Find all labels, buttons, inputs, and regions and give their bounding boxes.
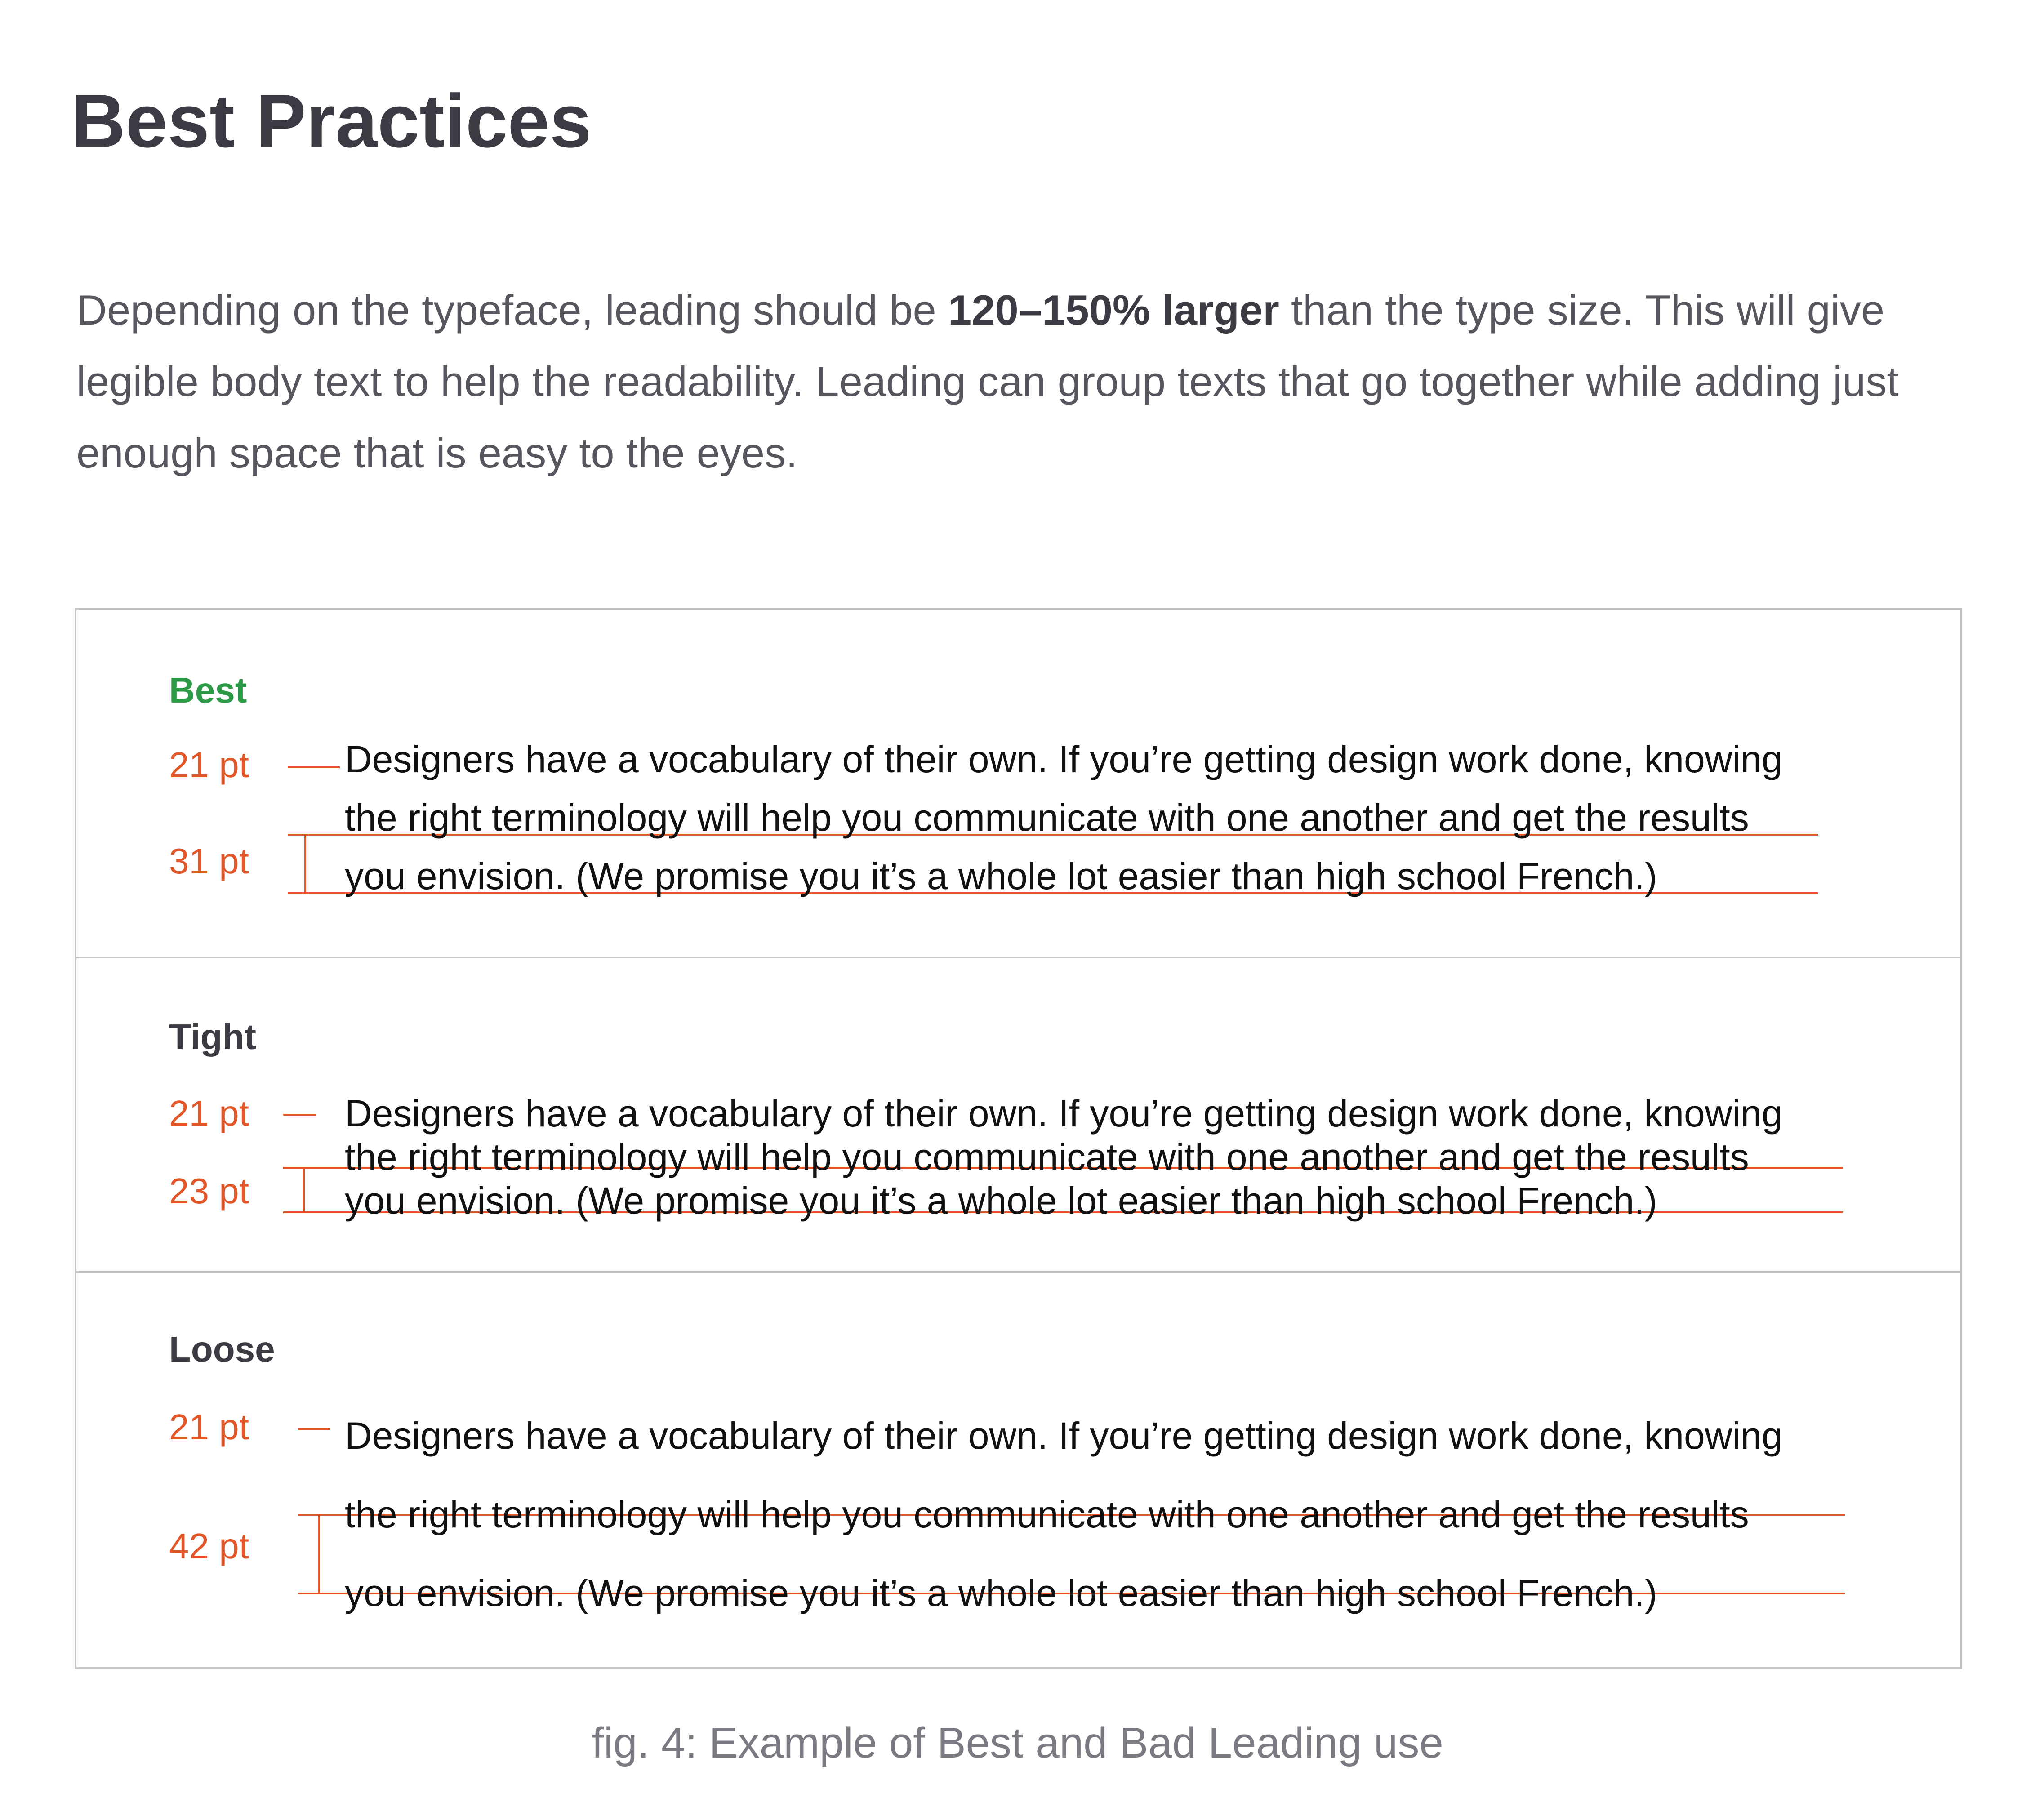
type-size-marker bbox=[288, 766, 340, 768]
type-size-label: 21 pt bbox=[169, 1093, 249, 1133]
leading-bracket bbox=[303, 1168, 305, 1212]
sample-line: Designers have a vocabulary of their own. If you’re getting design work done, knowing bbox=[345, 738, 1783, 780]
leading-label: 23 pt bbox=[169, 1171, 249, 1211]
type-size-marker bbox=[298, 1428, 330, 1430]
sample-line: the right terminology will help you communicate with one another and get the results bbox=[345, 1136, 1749, 1178]
panel-loose bbox=[76, 1271, 1960, 1669]
sample-line: Designers have a vocabulary of their own. If you’re getting design work done, knowing bbox=[345, 1092, 1783, 1135]
panel-tight bbox=[76, 957, 1960, 1271]
intro-text-before: Depending on the typeface, leading should be bbox=[76, 286, 948, 334]
sample-text bbox=[345, 1397, 1945, 1633]
leading-label: 42 pt bbox=[169, 1526, 249, 1566]
leading-label: 31 pt bbox=[169, 841, 249, 881]
sample-line: Designers have a vocabulary of their own. If you’re getting design work done, knowing bbox=[345, 1415, 1783, 1457]
intro-paragraph bbox=[76, 274, 1964, 489]
page-title: Best Practices bbox=[71, 79, 592, 163]
leading-bracket bbox=[318, 1515, 320, 1593]
type-size-label: 21 pt bbox=[169, 745, 249, 785]
leading-figure bbox=[75, 608, 1962, 1669]
type-size-label: 21 pt bbox=[169, 1407, 249, 1447]
figure-caption: fig. 4: Example of Best and Bad Leading use bbox=[592, 1719, 1443, 1767]
panel-label: Tight bbox=[169, 1017, 257, 1057]
sample-line: you envision. (We promise you it’s a whole lot easier than high school French.) bbox=[345, 1179, 1657, 1222]
sample-line: you envision. (We promise you it’s a whole lot easier than high school French.) bbox=[345, 1572, 1657, 1614]
sample-line: you envision. (We promise you it’s a whole lot easier than high school French.) bbox=[345, 855, 1657, 897]
panel-best bbox=[76, 610, 1960, 957]
sample-line: the right terminology will help you communicate with one another and get the results bbox=[345, 1493, 1749, 1535]
intro-text-bold: 120–150% larger bbox=[948, 286, 1279, 334]
sample-text bbox=[345, 730, 1945, 905]
intro-text-after: than the type size. This will give legible body text to help the readability. Leading can group texts that go together while adding just enough space that is easy to the eyes. bbox=[76, 286, 1899, 476]
sample-text bbox=[345, 1092, 1945, 1223]
panel-label: Best bbox=[169, 670, 247, 710]
type-size-marker bbox=[283, 1114, 316, 1116]
sample-line: the right terminology will help you communicate with one another and get the results bbox=[345, 797, 1749, 839]
panel-label: Loose bbox=[169, 1329, 275, 1369]
leading-bracket bbox=[304, 835, 306, 893]
